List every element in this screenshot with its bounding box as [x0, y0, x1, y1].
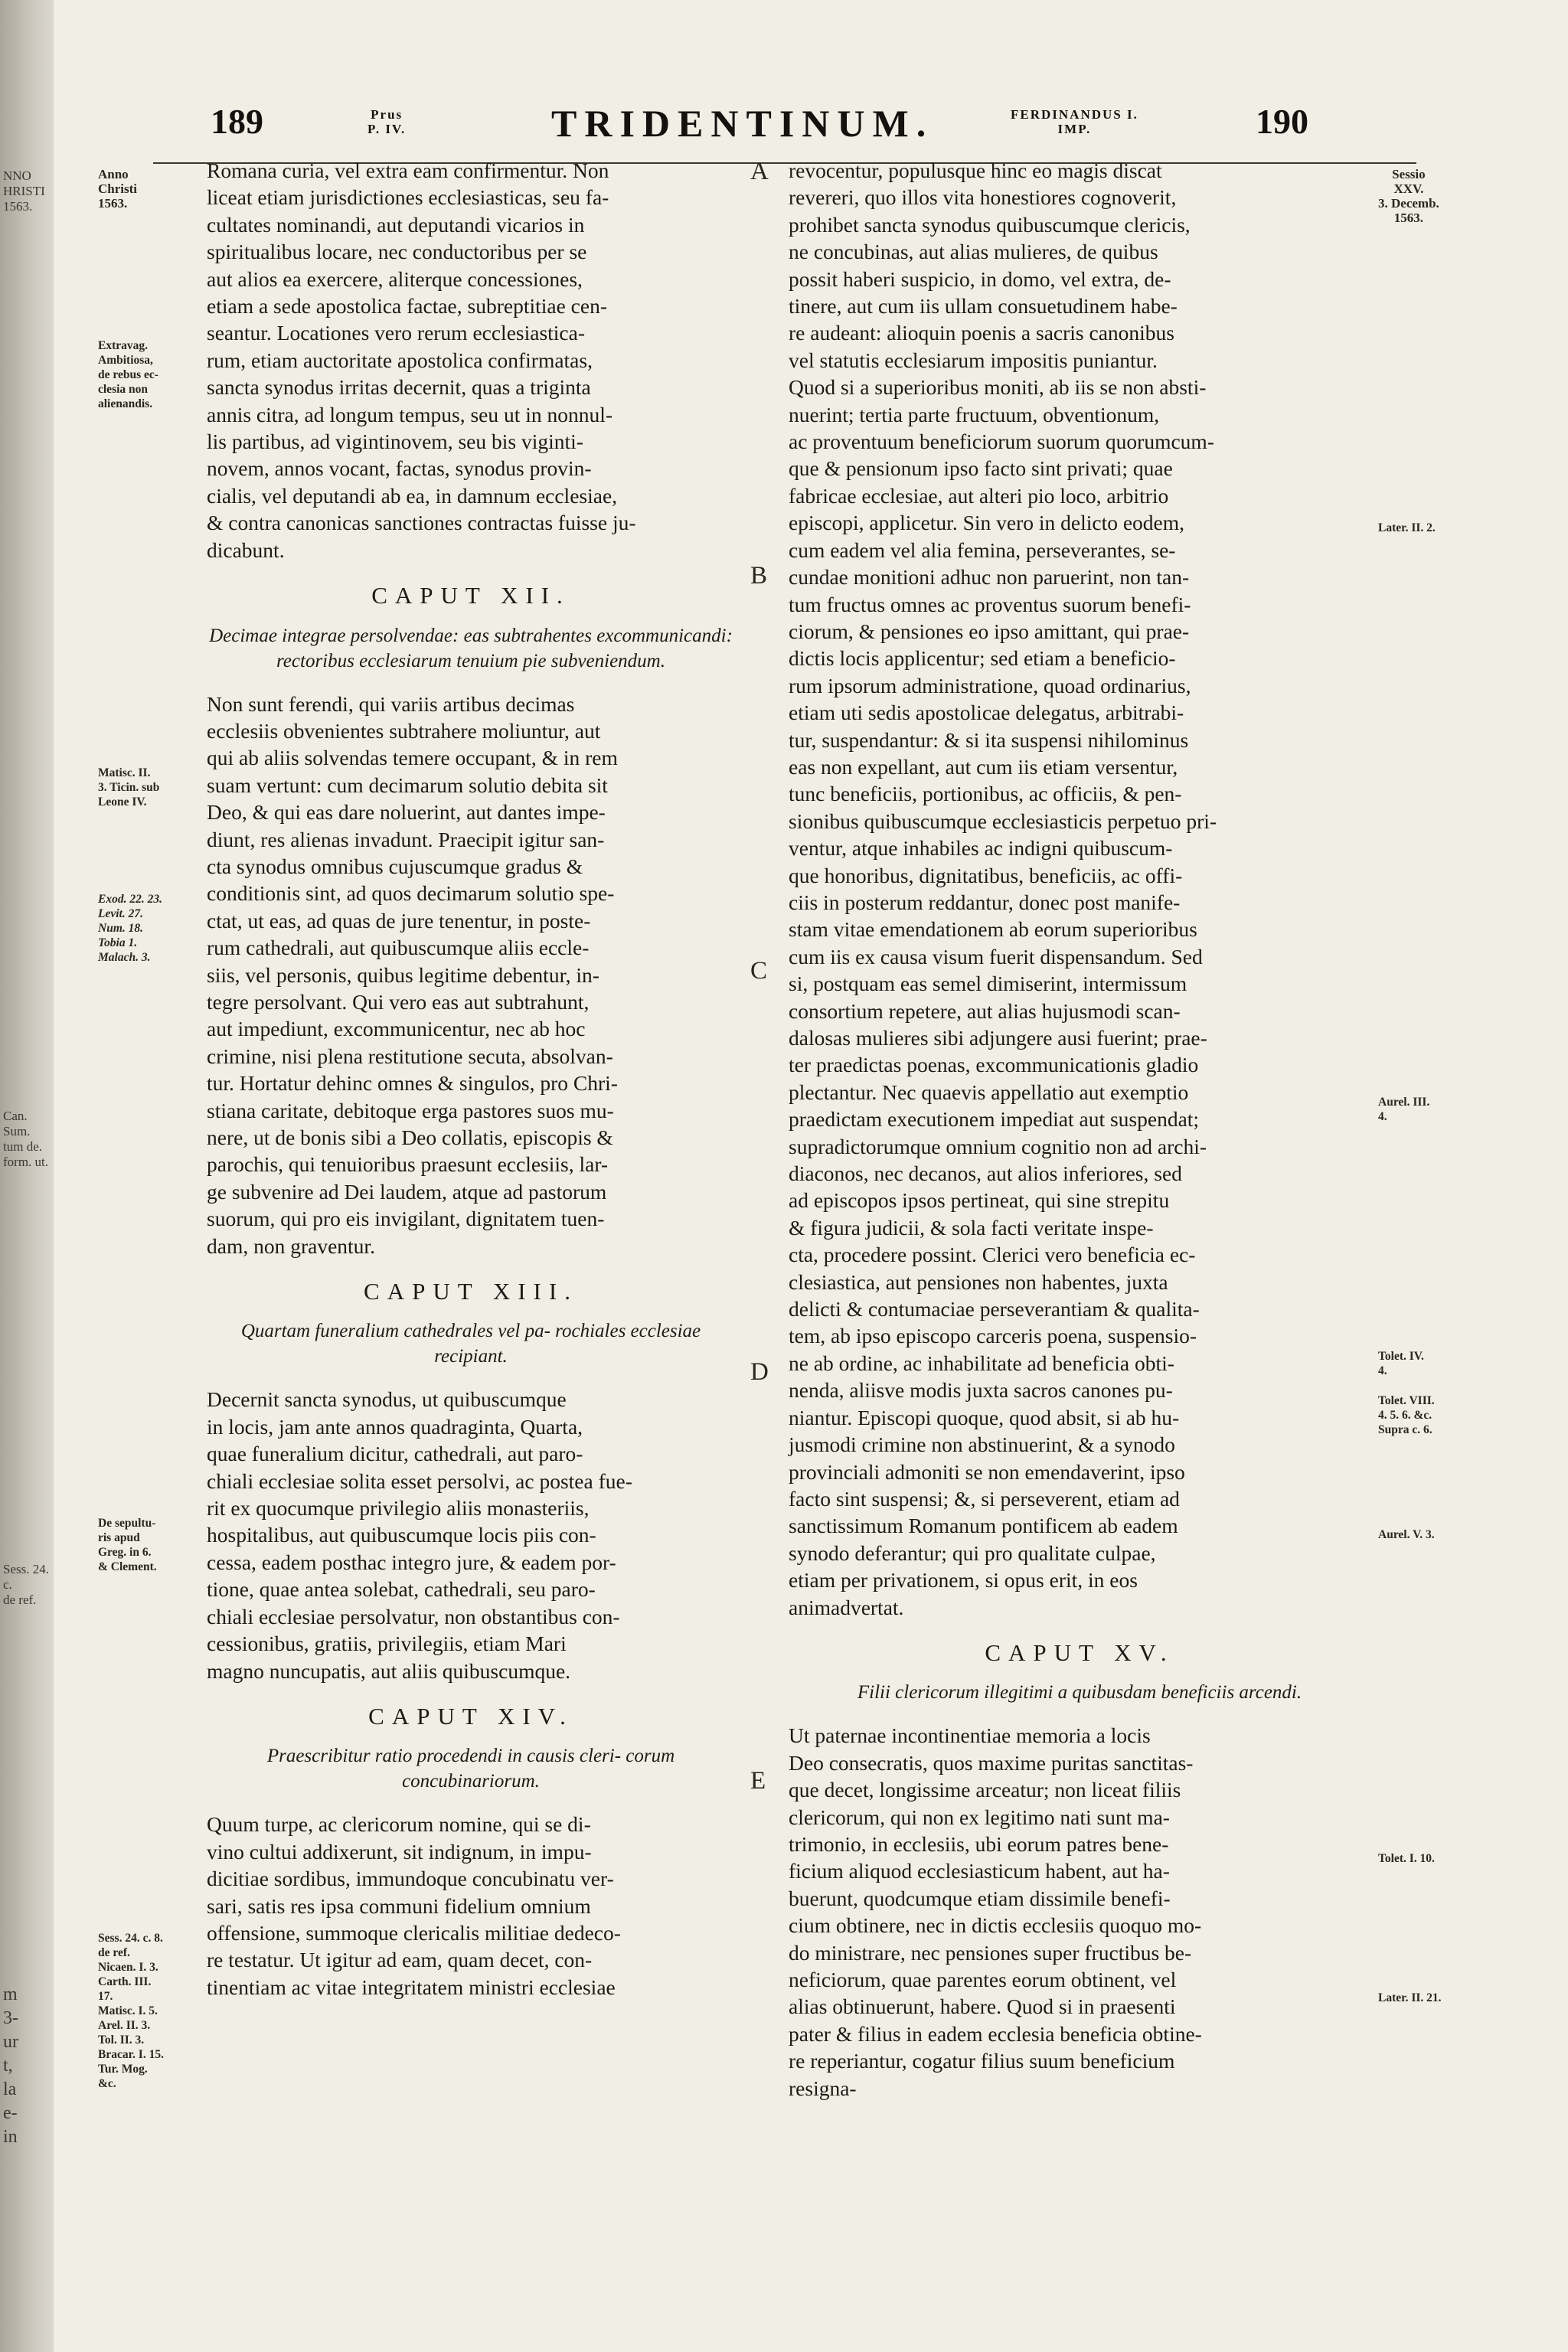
text-line: delicti & contumaciae perseverantiam & qualita- — [789, 1297, 1200, 1321]
text-line: cessionibus, gratiis, privilegiis, etiam Mari — [207, 1632, 567, 1656]
text-line: consortium repetere, aut alias hujusmodi scan- — [789, 998, 1181, 1023]
text-line: cundae monitioni adhuc non paruerint, non tan- — [789, 565, 1190, 590]
text-line: aut impediunt, excommunicentur, nec ab hoc — [207, 1017, 586, 1041]
text-line: tunc beneficiis, portionibus, ac officiis, & pen- — [789, 782, 1182, 806]
chapter-14-text — [207, 1811, 735, 2001]
text-line: diaconos, nec decanos, aut alios inferiores, sed — [789, 1161, 1182, 1186]
margin-note-exod: Exod. 22. 23. Levit. 27. Num. 18. Tobia 1. Malach. 3. — [98, 893, 162, 964]
text-line: annis citra, ad longum tempus, seu ut in nonnul- — [207, 402, 613, 426]
text-line: tinentiam ac vitae integritatem ministri ecclesiae — [207, 1975, 616, 1999]
margin-note-sepultura: De sepultu- ris apud Greg. in 6. & Clement. — [98, 1517, 157, 1573]
text-line: revereri, quo illos vita honestiores cognoverit, — [789, 185, 1177, 210]
text-line: Deo, & qui eas dare noluerint, aut dantes impe- — [207, 800, 606, 825]
text-line: vel statutis ecclesiarum impositis puniantur. — [789, 348, 1158, 372]
text-line: dalosas mulieres sibi adjungere ausi fuerint; prae- — [789, 1026, 1207, 1050]
text-line: quae funeralium dicitur, cathedrali, aut paro- — [207, 1442, 583, 1466]
text-line: sanctissimum Romanum pontificem ab eadem — [789, 1514, 1178, 1538]
text-line: do ministrare, nec pensiones super fructibus be- — [789, 1940, 1192, 1965]
text-line: dam, non graventur. — [207, 1233, 375, 1258]
text-line: neficiorum, quae parentes eorum obtinent, vel — [789, 1968, 1177, 1991]
text-line: etiam a sede apostolica factae, subreptitiae cen- — [207, 294, 607, 318]
text-line: stam vitae emendationem ab eorum superioribus — [789, 917, 1197, 942]
text-line: spiritualibus locare, nec conductoribus per se — [207, 240, 587, 264]
text-line: ad episcopos ipsos pertineat, qui sine strepitu — [789, 1188, 1170, 1213]
book-page — [54, 0, 1568, 2352]
text-line: dicabunt. — [207, 537, 285, 562]
chapter-14-heading: CAPUT XIV. — [368, 1702, 573, 1730]
text-line: si, postquam eas semel dimiserint, intermissum — [789, 972, 1187, 996]
text-line: que honoribus, dignitatibus, beneficiis, ac offi- — [789, 863, 1183, 887]
text-line: praedictam executionem impediat aut suspendat; — [789, 1107, 1200, 1132]
text-line: provinciali admoniti se non emendaverint, ipso — [789, 1459, 1185, 1484]
text-line: ciorum, & pensiones eo ipso amittant, qui prae- — [789, 619, 1190, 643]
text-line: cta synodus omnibus cujuscumque gradus & — [207, 854, 583, 878]
section-letter-c: C — [750, 957, 768, 985]
section-letter-d: D — [750, 1358, 769, 1386]
margin-note-toletum-b: Tolet. VIII. 4. 5. 6. &c. Supra c. 6. — [1378, 1394, 1435, 1436]
text-line: crimine, nisi plena restitutione secuta, absolvan- — [207, 1044, 613, 1068]
margin-note-toletum-a: Tolet. IV. 4. — [1378, 1350, 1424, 1377]
text-line: synodo deferantur; qui pro qualitate culpae, — [789, 1540, 1156, 1565]
text-line: cessa, eadem posthac integro jure, & eadem por- — [207, 1550, 616, 1574]
text-line: vino cultui addixerunt, sit indignum, in impu- — [207, 1839, 592, 1864]
text-line: sancta synodus irritas decernit, quas a triginta — [207, 375, 591, 400]
text-line: tem, ab ipso episcopo carceris poena, suspensio- — [789, 1324, 1197, 1348]
text-line: tione, quae antea solebat, cathedrali, seu paro- — [207, 1577, 596, 1602]
text-line: que decet, longissime arceatur; non liceat filiis — [789, 1778, 1181, 1802]
gutter-fragment-low: m 3- ur t, la e- in — [3, 1984, 18, 2147]
text-line: Decernit sancta synodus, ut quibuscumque — [207, 1387, 567, 1412]
text-line: offensione, summoque clericalis militiae dedeco- — [207, 1920, 621, 1945]
text-line: suam vertunt: cum decimarum solutio debita sit — [207, 773, 608, 797]
text-line: Quod si a superioribus moniti, ab iis se non absti- — [789, 375, 1207, 400]
text-line: jusmodi crimine non abstinuerint, & a synodo — [789, 1432, 1175, 1457]
text-line: que & pensionum ipso facto sint privati; quae — [789, 456, 1173, 481]
page-number-left: 189 — [211, 102, 263, 141]
margin-note-matisc: Matisc. II. 3. Ticin. sub Leone IV. — [98, 766, 160, 808]
section-letter-e: E — [750, 1767, 766, 1795]
text-line: rit ex quocumque privilegio aliis monasteriis, — [207, 1496, 590, 1521]
text-line: siis, vel personis, quibus legitime debentur, in- — [207, 962, 599, 987]
margin-note-sessio: Sessio XXV. 3. Decemb. 1563. — [1378, 167, 1439, 225]
text-line: magno nuncupatis, aut aliis quibuscumque. — [207, 1658, 571, 1683]
text-line: re reperiantur, cogatur filius suum beneficium — [789, 2049, 1175, 2073]
text-line: cum eadem vel alia femina, perseverantes, se- — [789, 537, 1176, 562]
text-line: animadvertat. — [789, 1595, 904, 1619]
text-line: revocentur, populusque hinc eo magis discat — [789, 158, 1162, 182]
text-line: sari, satis res ipsa communi fidelium omnium — [207, 1893, 591, 1918]
chapter-13-heading: CAPUT XIII. — [364, 1278, 578, 1305]
gutter-fragment-mid1: Can. Sum. tum de. form. ut. — [3, 1109, 49, 1169]
text-line: liceat etiam jurisdictiones ecclesiasticas, seu fa- — [207, 185, 609, 210]
text-line: cialis, vel deputandi ab ea, in damnum ecclesiae, — [207, 483, 618, 508]
text-line: Quum turpe, ac clericorum nomine, qui se di- — [207, 1812, 591, 1837]
chapter-12-summary: Decimae integrae persolvendae: eas subtrahentes excommunicandi: rectoribus ecclesiarum tenuium pie subveniendum. — [209, 625, 733, 671]
text-line: dicitiae sordibus, immundoque concubinatu ver- — [207, 1867, 614, 1891]
running-head-left: Prus P. IV. — [368, 107, 407, 136]
text-line: Deo consecratis, quos maxime puritas sanctitas- — [789, 1750, 1194, 1775]
section-letter-b: B — [750, 562, 768, 590]
text-line: ficium aliquod ecclesiasticum habent, aut ha- — [789, 1859, 1170, 1883]
text-line: ge subvenire ad Dei laudem, atque ad pastorum — [207, 1179, 607, 1204]
margin-note-sess: Sess. 24. c. 8. de ref. Nicaen. I. 3. Carth. III. 17. Matisc. I. 5. Arel. II. 3. Tol. II. 3. Bracar. I. 15. Tur. Mog. &c. — [98, 1932, 164, 2090]
text-line: cum iis ex causa visum fuerit dispensandum. Sed — [789, 944, 1203, 969]
text-line: tum fructus omnes ac proventus suorum benefi- — [789, 592, 1191, 616]
text-line: cta, procedere possint. Clerici vero beneficia ec- — [789, 1243, 1196, 1267]
text-line: possit haberi suspicio, in domo, vel extra, de- — [789, 266, 1171, 291]
chapter-11-text — [207, 157, 735, 564]
text-line: lis partibus, ad vigintinovem, seu bis viginti- — [207, 430, 583, 454]
text-line: rum, etiam auctoritate apostolica confirmatas, — [207, 348, 593, 372]
text-line: fabricae ecclesiae, aut alteri pio loco, arbitrio — [789, 483, 1169, 508]
right-column — [789, 157, 1370, 2102]
text-line: re testatur. Ut igitur ad eam, quam decet, con- — [207, 1948, 593, 1972]
gutter-fragment-mid2: Sess. 24. c. de ref. — [3, 1562, 49, 1607]
text-line: clericorum, qui non ex legitimo nati sunt ma- — [789, 1805, 1170, 1829]
text-line: nere, ut de bonis sibi a Deo collatis, episcopis & — [207, 1125, 613, 1149]
text-line: ciis in posterum reddantur, donec post manife- — [789, 890, 1181, 914]
text-line: ctat, ut eas, ad quas de jure tenentur, in poste- — [207, 908, 591, 933]
chapter-15-text — [789, 1722, 1370, 2102]
text-line: seantur. Locationes vero rerum ecclesiastica- — [207, 321, 586, 345]
text-line: tur. Hortatur dehinc omnes & singulos, pro Chri- — [207, 1071, 618, 1096]
text-line: etiam uti sedis apostolicae delegatus, arbitrabi- — [789, 701, 1184, 725]
text-line: trimonio, in ecclesiis, ubi eorum patres bene- — [789, 1831, 1169, 1856]
text-line: prohibet sancta synodus quibuscumque clericis, — [789, 212, 1191, 237]
text-line: facto sint suspensi; &, si perseverent, etiam ad — [789, 1486, 1180, 1511]
text-line: tur, suspendantur: & si ita suspensi nihilominus — [789, 727, 1189, 752]
chapter-15-heading: CAPUT XV. — [985, 1638, 1174, 1666]
text-line: nuerint; tertia parte fructuum, obventionum, — [789, 402, 1160, 426]
text-line: eas non expellant, aut cum iis etiam versentur, — [789, 754, 1178, 779]
text-line: novem, annos vocant, factas, synodus provin- — [207, 456, 592, 481]
text-line: stiana caritate, debitoque erga pastores suos mu- — [207, 1098, 614, 1122]
text-line: in locis, jam ante annos quadraginta, Quarta, — [207, 1414, 583, 1439]
chapter-13-summary: Quartam funeralium cathedrales vel pa- rochiales ecclesiae recipiant. — [240, 1321, 701, 1367]
text-line: parochis, qui tenuioribus praesunt ecclesiis, lar- — [207, 1152, 609, 1177]
chapter-13-text — [207, 1386, 735, 1684]
gutter-fragment-top: NNO HRISTI 1563. — [3, 168, 45, 214]
text-line: resigna- — [789, 2076, 857, 2100]
margin-note-lateran-1: Later. II. 2. — [1378, 521, 1436, 534]
text-line: suorum, qui pro eis invigilant, dignitatem tuen- — [207, 1207, 605, 1231]
text-line: qui ab aliis solvendas temere occupant, & in rem — [207, 746, 618, 770]
margin-note-aurel-5: Aurel. V. 3. — [1378, 1528, 1435, 1541]
text-line: re audeant: alioquin poenis a sacris canonibus — [789, 321, 1175, 345]
text-line: pater & filius in eadem ecclesia beneficia obtine- — [789, 2021, 1202, 2046]
text-line: etiam per privationem, si opus erit, in eos — [789, 1568, 1138, 1592]
text-line: & figura judicii, & sola facti veritate inspe- — [789, 1215, 1154, 1240]
text-line: diunt, res alienas invadunt. Praecipit igitur san- — [207, 827, 605, 851]
text-line: aut alios ea exercere, aliterque concessiones, — [207, 266, 583, 291]
text-line: clesiastica, aut pensiones non habentes, juxta — [789, 1269, 1168, 1294]
text-line: tinere, aut cum iis ullam consuetudinem habe- — [789, 294, 1178, 318]
margin-note-anno: Anno Christi 1563. — [98, 167, 137, 211]
running-title: TRIDENTINUM. — [551, 102, 934, 145]
chapter-12-heading: CAPUT XII. — [371, 582, 570, 609]
section-letter-a: A — [750, 158, 769, 185]
text-line: ecclesiis obvenientes subtrahere moliuntur, aut — [207, 718, 601, 743]
text-line: dictis locis applicentur; sed etiam a beneficio- — [789, 646, 1176, 671]
text-line: episcopi, applicetur. Sin vero in delicto eodem, — [789, 511, 1185, 535]
page-number-right: 190 — [1256, 102, 1308, 141]
text-line: ac proventuum beneficiorum suorum quorumcum- — [789, 430, 1214, 454]
text-line: supradictorumque omnium cognitio non ad archi- — [789, 1134, 1207, 1158]
chapter-14-summary: Praescribitur ratio procedendi in causis cleri- corum concubinariorum. — [266, 1746, 675, 1792]
text-line: chiali ecclesiae persolvatur, non obstantibus con- — [207, 1604, 620, 1628]
margin-note-lateran-2: Later. II. 21. — [1378, 1991, 1442, 2004]
text-line: alias obtinuerunt, habere. Quod si in praesenti — [789, 1994, 1176, 2019]
text-line: conditionis sint, ad quos decimarum solutio spe- — [207, 881, 615, 906]
margin-note-toletum-1: Tolet. I. 10. — [1378, 1852, 1435, 1865]
text-line: rum cathedrali, aut quibuscumque aliis eccle- — [207, 936, 590, 960]
margin-note-aurel-3: Aurel. III. 4. — [1378, 1096, 1430, 1123]
text-line: cultates nominandi, aut deputandi vicarios in — [207, 212, 585, 237]
text-line: hospitalibus, aut quibuscumque locis piis con- — [207, 1523, 596, 1547]
text-line: niantur. Episcopi quoque, quod absit, si ab hu- — [789, 1405, 1180, 1429]
text-line: sionibus quibuscumque ecclesiasticis perpetuo pri- — [789, 808, 1217, 833]
chapter-12-text — [207, 691, 735, 1260]
text-line: buerunt, quodcumque etiam dissimile benefi- — [789, 1886, 1171, 1910]
left-column — [207, 157, 735, 2001]
text-line: ter praedictas poenas, excommunicationis gladio — [789, 1053, 1199, 1077]
text-line: Ut paternae incontinentiae memoria a locis — [789, 1723, 1151, 1748]
text-line: Non sunt ferendi, qui variis artibus decimas — [207, 691, 575, 716]
text-line: ne ab ordine, ac inhabilitate ad beneficia obti- — [789, 1351, 1174, 1375]
text-line: Romana curia, vel extra eam confirmentur. Non — [207, 158, 609, 182]
text-line: tegre persolvant. Qui vero eas aut subtrahunt, — [207, 989, 590, 1014]
text-line: ne concubinas, aut alias mulieres, de quibus — [789, 240, 1158, 264]
text-line: chiali ecclesiae solita esset persolvi, ac postea fue- — [207, 1468, 632, 1493]
book-gutter — [0, 0, 54, 2352]
text-line: ventur, atque inhabiles ac indigni quibuscum- — [789, 836, 1173, 861]
margin-note-extravag: Extravag. Ambitiosa, de rebus ec- clesia non alienandis. — [98, 339, 158, 410]
text-line: & contra canonicas sanctiones contractas fuisse ju- — [207, 511, 636, 535]
running-head-right: FERDINANDUS I. IMP. — [1011, 107, 1138, 136]
text-line: cium obtinere, nec in dictis ecclesiis quoquo mo- — [789, 1913, 1202, 1938]
text-line: rum ipsorum administratione, quoad ordinarius, — [789, 673, 1191, 697]
text-line: nenda, aliisve modis juxta sacros canones pu- — [789, 1378, 1173, 1403]
chapter-15-summary: Filii clericorum illegitimi a quibusdam beneficiis arcendi. — [857, 1682, 1302, 1704]
text-line: plectantur. Nec quaevis appellatio aut exemptio — [789, 1080, 1189, 1104]
chapter-14-continued-text — [789, 157, 1370, 1621]
